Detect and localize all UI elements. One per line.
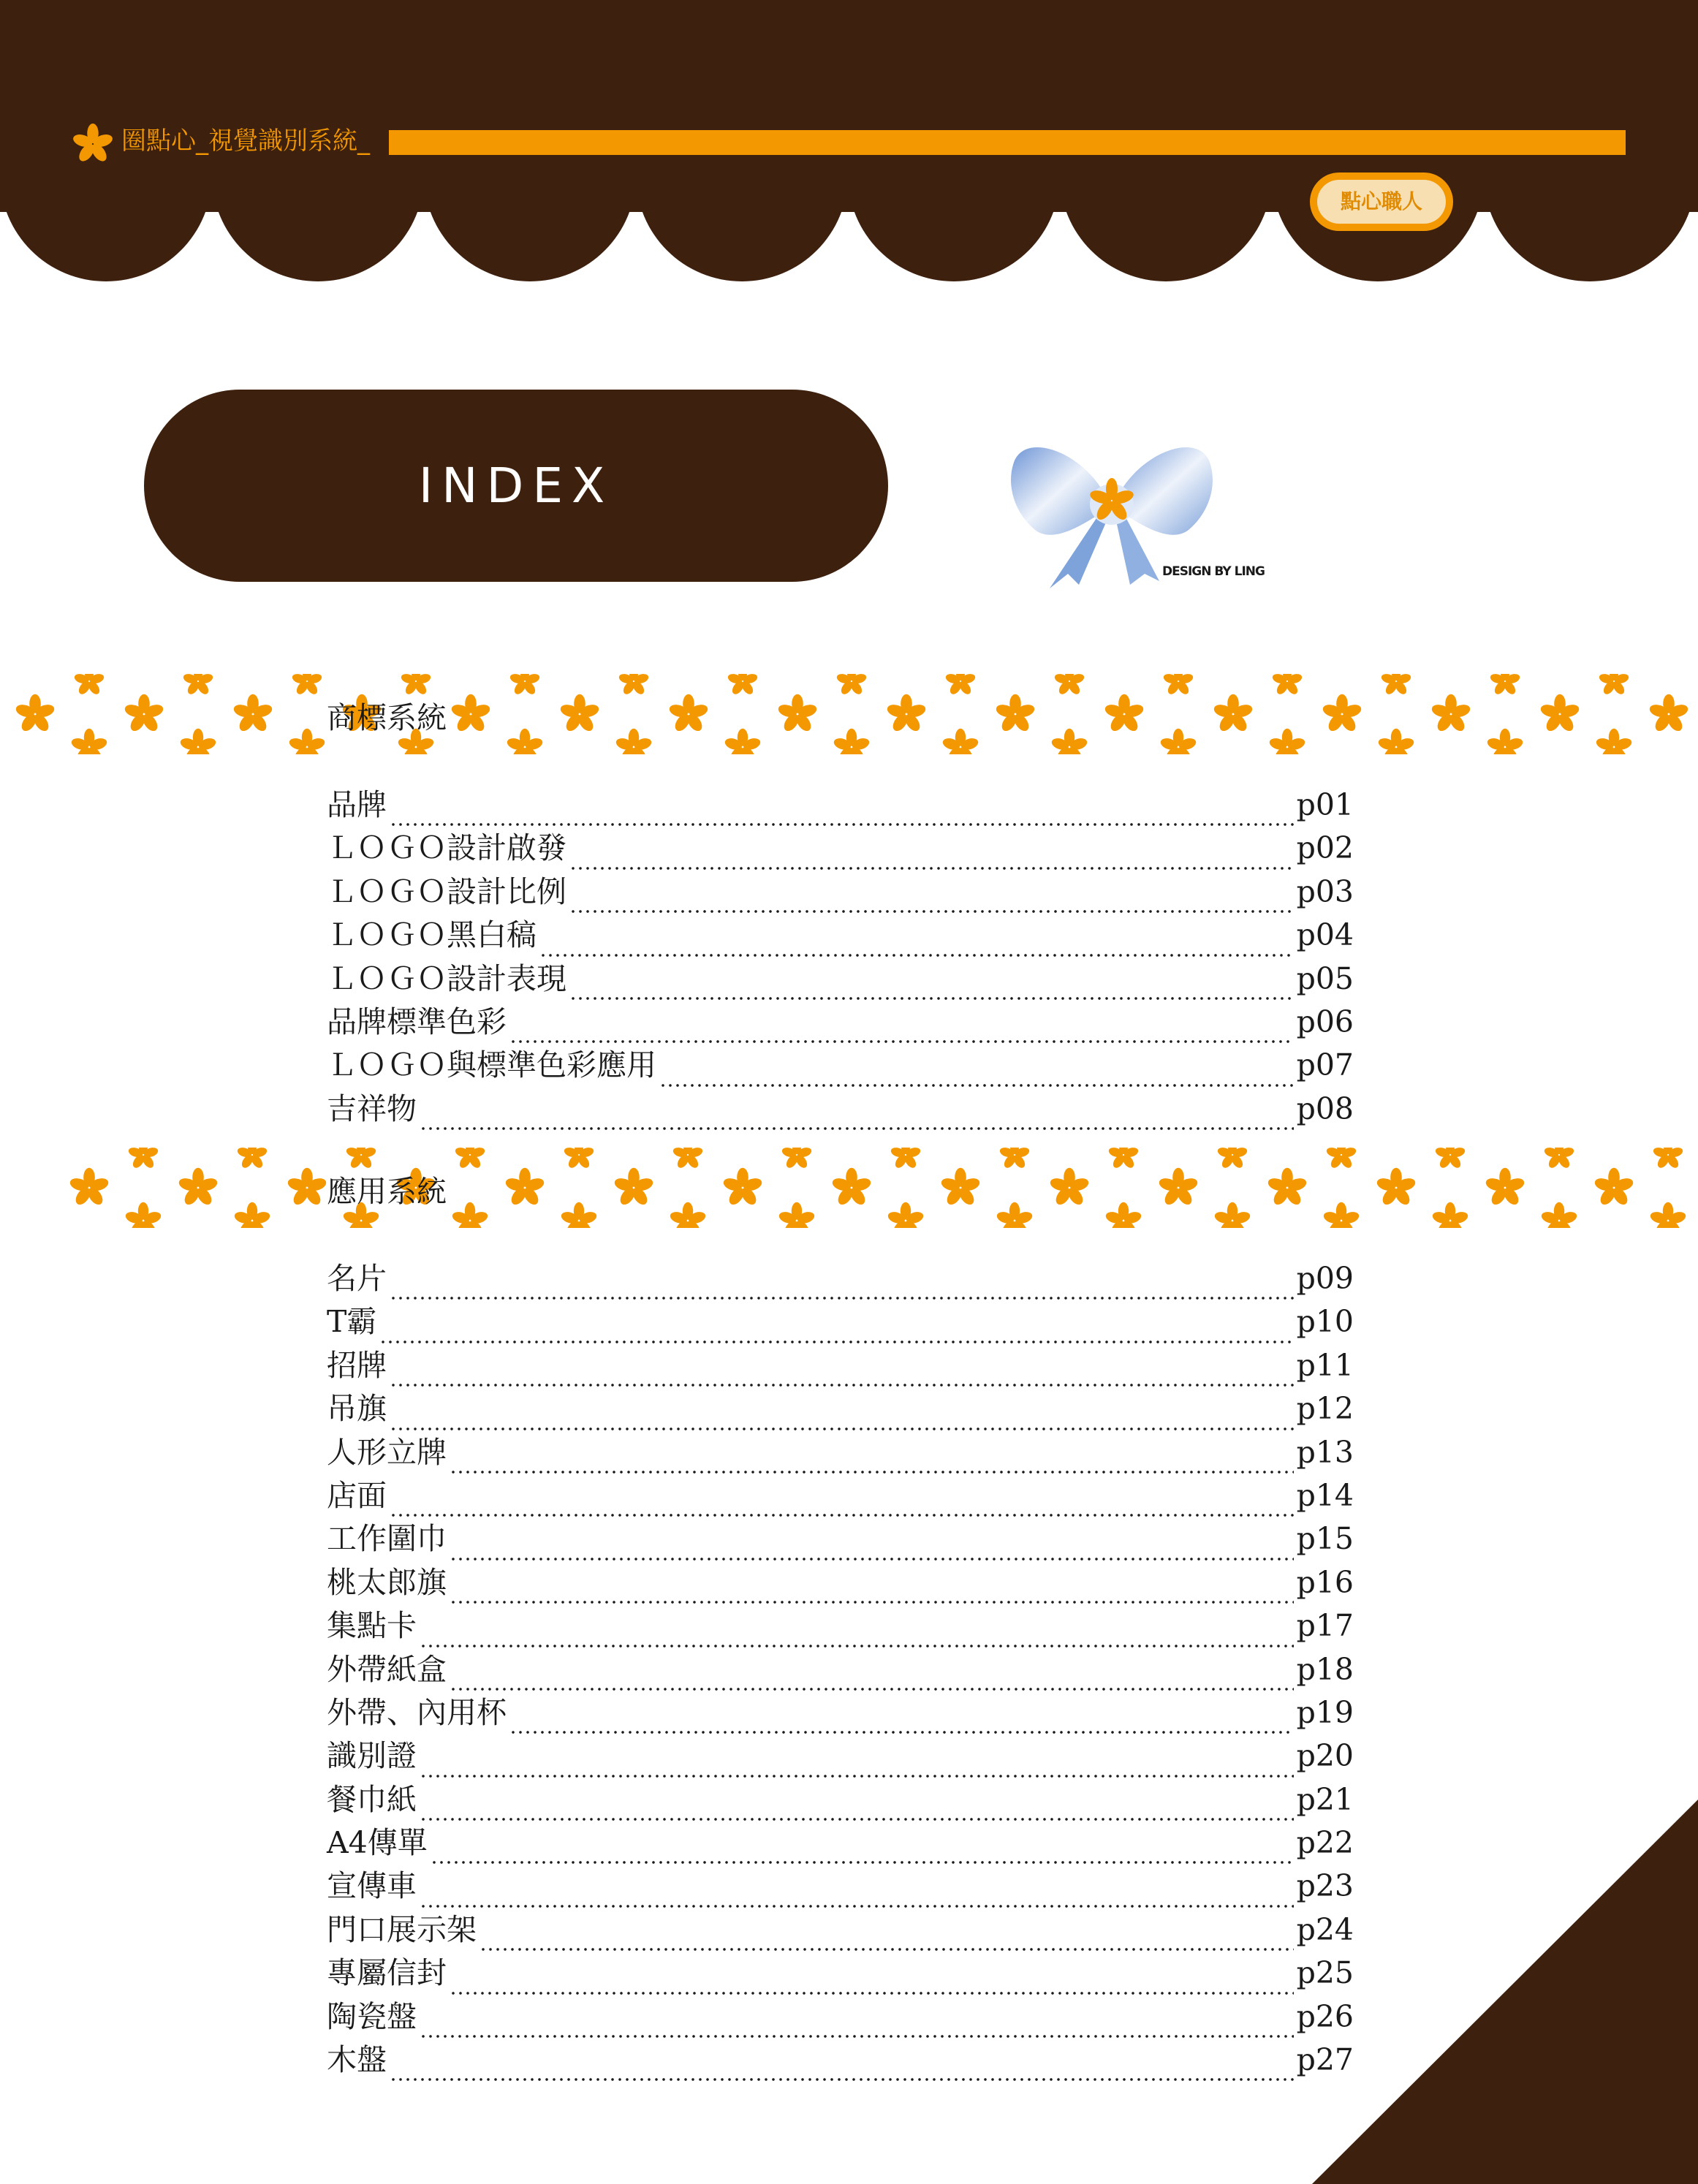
toc-entry [327, 1561, 1354, 1604]
toc-entry [327, 914, 1354, 957]
toc-entry [327, 1734, 1354, 1778]
dot-leader [431, 1832, 1294, 1865]
toc-entry-page: p16 [1296, 1564, 1354, 1600]
toc-entry-label: ＬＯＧＯ設計表現 [327, 960, 566, 996]
toc-entry-label: 外帶紙盒 [327, 1651, 447, 1687]
dot-leader [390, 1485, 1294, 1517]
dot-leader [509, 1702, 1294, 1734]
dot-leader [569, 881, 1294, 914]
toc-entry [327, 1431, 1354, 1474]
dot-leader [390, 1399, 1294, 1431]
dot-leader [390, 1268, 1294, 1300]
toc-entry-label: 品牌 [327, 787, 387, 822]
toc-entry-label: ＬＯＧＯ設計比例 [327, 873, 566, 909]
dot-leader [420, 1876, 1294, 1908]
toc-entry-page: p13 [1296, 1434, 1354, 1470]
toc-entry-label: 門口展示架 [327, 1911, 477, 1947]
dot-leader [659, 1055, 1294, 1088]
toc-entry-page: p03 [1296, 873, 1354, 909]
flower-pattern-band [0, 674, 1698, 754]
toc-entry [327, 1604, 1354, 1648]
design-credit: DESIGN BY LING [1162, 564, 1265, 579]
toc-list-logo-system [327, 784, 1354, 1131]
dot-leader [450, 1659, 1294, 1691]
toc-entry [327, 1344, 1354, 1387]
toc-entry-label: 專屬信封 [327, 1955, 447, 1991]
dot-leader [450, 1442, 1294, 1474]
dot-leader [450, 1529, 1294, 1561]
dot-leader [390, 2050, 1294, 2082]
toc-entry [327, 1908, 1354, 1952]
toc-entry-page: p20 [1296, 1738, 1354, 1774]
toc-entry-page: p17 [1296, 1608, 1354, 1644]
toc-entry-page: p02 [1296, 830, 1354, 866]
toc-entry [327, 1821, 1354, 1865]
dot-leader [539, 925, 1294, 958]
section-heading-logo-system: 商標系統 [327, 700, 447, 735]
toc-entry-page: p14 [1296, 1477, 1354, 1513]
toc-entry [327, 1778, 1354, 1821]
toc-entry-page: p19 [1296, 1694, 1354, 1730]
toc-entry-label: 人形立牌 [327, 1434, 447, 1470]
toc-entry-page: p06 [1296, 1004, 1354, 1039]
toc-entry-label: 工作圍巾 [327, 1521, 447, 1557]
toc-entry [327, 1300, 1354, 1343]
header-accent-bar [389, 130, 1626, 155]
toc-entry-label: 桃太郎旗 [327, 1564, 447, 1600]
toc-entry-page: p01 [1296, 787, 1354, 822]
toc-entry-label: 宣傳車 [327, 1868, 417, 1904]
toc-entry-label: 品牌標準色彩 [327, 1004, 507, 1039]
dot-leader [420, 1099, 1294, 1131]
toc-entry-page: p25 [1296, 1955, 1354, 1991]
toc-entry-label: ＬＯＧＯ黑白稿 [327, 917, 537, 953]
toc-entry [327, 871, 1354, 914]
toc-entry [327, 1865, 1354, 1908]
toc-entry [327, 827, 1354, 870]
toc-entry [327, 1001, 1354, 1044]
toc-entry [327, 1995, 1354, 2039]
flower-pattern-band [0, 1148, 1698, 1228]
toc-entry-label: 餐巾紙 [327, 1781, 417, 1817]
toc-entry [327, 1691, 1354, 1734]
toc-entry-page: p15 [1296, 1521, 1354, 1557]
toc-entry [327, 784, 1354, 827]
header-badge [1310, 172, 1453, 231]
toc-entry [327, 1387, 1354, 1430]
toc-entry-label: 外帶、內用杯 [327, 1694, 507, 1730]
toc-entry [327, 1044, 1354, 1087]
toc-entry-page: p08 [1296, 1091, 1354, 1126]
dot-leader [450, 1572, 1294, 1604]
dot-leader [420, 2006, 1294, 2039]
dot-leader [420, 1616, 1294, 1648]
section-heading-application-system: 應用系統 [327, 1174, 447, 1209]
dot-leader [390, 795, 1294, 827]
toc-list-application-system [327, 1257, 1354, 2082]
toc-entry-label: T霸 [327, 1304, 377, 1340]
toc-entry-page: p26 [1296, 1998, 1354, 2034]
toc-entry-page: p24 [1296, 1911, 1354, 1947]
toc-entry-page: p04 [1296, 917, 1354, 953]
toc-entry [327, 1517, 1354, 1561]
header-title: 圈點心_視覺識別系統_ [121, 126, 370, 156]
toc-entry-label: 吉祥物 [327, 1091, 417, 1126]
toc-entry [327, 1474, 1354, 1517]
toc-entry [327, 1257, 1354, 1300]
index-title: INDEX [144, 390, 888, 582]
dot-leader [379, 1312, 1293, 1344]
dot-leader [569, 968, 1294, 1001]
toc-entry-label: 識別證 [327, 1738, 417, 1774]
toc-entry-page: p12 [1296, 1391, 1354, 1427]
toc-entry [327, 1952, 1354, 1995]
toc-entry [327, 2039, 1354, 2082]
toc-entry-page: p11 [1296, 1347, 1354, 1383]
dot-leader [420, 1746, 1294, 1778]
dot-leader [450, 1963, 1294, 1995]
corner-triangle-decoration [1312, 1800, 1698, 2184]
header-badge-label: 點心職人 [1317, 180, 1446, 224]
toc-entry-page: p10 [1296, 1304, 1354, 1340]
toc-entry-page: p22 [1296, 1825, 1354, 1861]
toc-entry [327, 1648, 1354, 1691]
dot-leader [569, 838, 1294, 871]
dot-leader [390, 1355, 1294, 1387]
toc-entry-page: p23 [1296, 1868, 1354, 1904]
flower-icon [72, 123, 114, 165]
dot-leader [420, 1789, 1294, 1821]
toc-entry-page: p18 [1296, 1651, 1354, 1687]
toc-entry [327, 1088, 1354, 1131]
toc-entry-label: ＬＯＧＯ與標準色彩應用 [327, 1047, 656, 1083]
dot-leader [480, 1919, 1294, 1952]
toc-entry-label: ＬＯＧＯ設計啟發 [327, 830, 566, 866]
toc-entry-page: p27 [1296, 2042, 1354, 2078]
toc-entry [327, 958, 1354, 1001]
toc-entry-page: p07 [1296, 1047, 1354, 1083]
toc-entry-label: 名片 [327, 1261, 387, 1296]
toc-entry-label: A4傳單 [327, 1825, 428, 1861]
toc-entry-label: 陶瓷盤 [327, 1998, 417, 2034]
toc-entry-label: 店面 [327, 1477, 387, 1513]
toc-entry-label: 招牌 [327, 1347, 387, 1383]
toc-entry-page: p09 [1296, 1261, 1354, 1296]
toc-entry-label: 集點卡 [327, 1608, 417, 1644]
toc-entry-page: p21 [1296, 1781, 1354, 1817]
toc-entry-label: 吊旗 [327, 1391, 387, 1427]
dot-leader [509, 1012, 1294, 1044]
toc-entry-page: p05 [1296, 960, 1354, 996]
toc-entry-label: 木盤 [327, 2042, 387, 2078]
